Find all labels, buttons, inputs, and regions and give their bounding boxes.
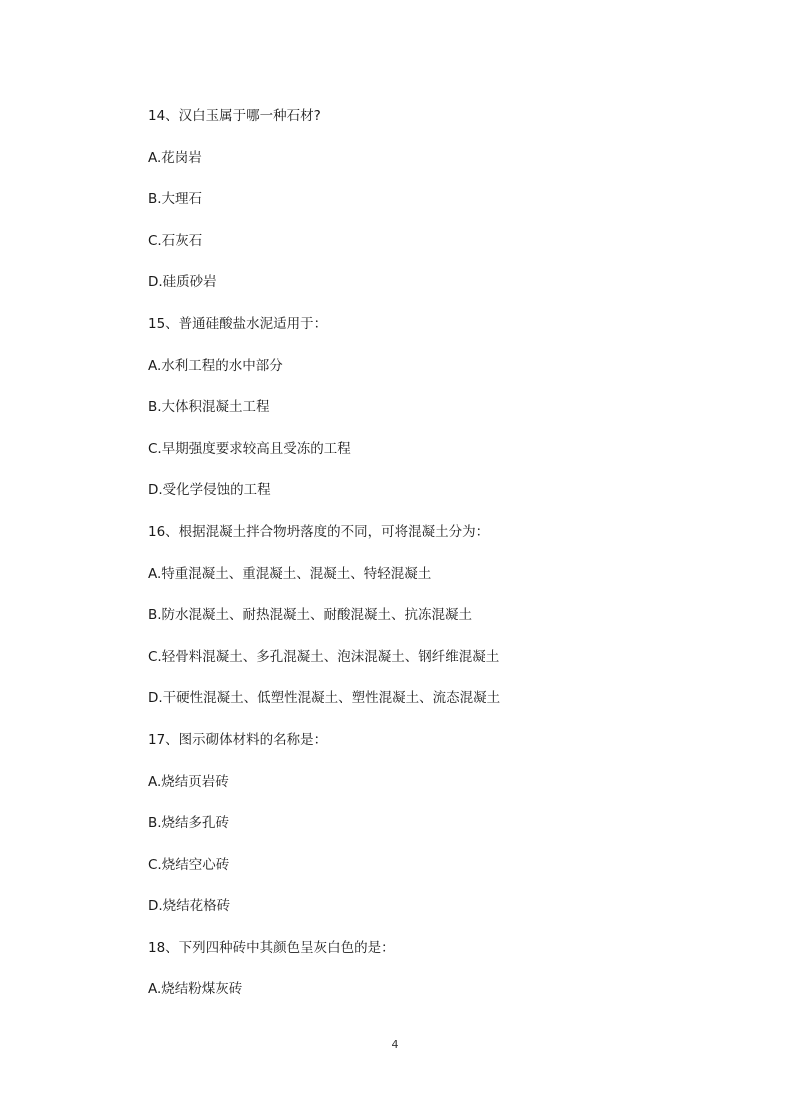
question-list xyxy=(148,106,708,1021)
question-stem: 18、下列四种砖中其颜色呈灰白色的是： xyxy=(148,939,395,956)
question-stem: 14、汉白玉属于哪一种石材? xyxy=(148,108,321,124)
option-a: A.水利工程的水中部分 xyxy=(148,357,283,374)
option-a: A.花岗岩 xyxy=(148,149,202,166)
option-a: A.烧结粉煤灰砖 xyxy=(148,981,243,998)
option-a: A.特重混凝土、重混凝土、混凝土、特轻混凝土 xyxy=(148,565,432,582)
option-c: C.石灰石 xyxy=(148,232,203,249)
option-c: C.早期强度要求较高且受冻的工程 xyxy=(148,440,351,457)
option-c: C.烧结空心砖 xyxy=(148,856,230,873)
option-c: C.轻骨料混凝土、多孔混凝土、泡沫混凝土、钢纤维混凝土 xyxy=(148,648,500,665)
option-d: D.硅质砂岩 xyxy=(148,274,217,291)
option-b: B.大体积混凝土工程 xyxy=(148,399,270,416)
option-a: A.烧结页岩砖 xyxy=(148,773,229,790)
option-b: B.大理石 xyxy=(148,191,203,208)
option-b: B.防水混凝土、耐热混凝土、耐酸混凝土、抗冻混凝土 xyxy=(148,607,473,624)
question-stem: 17、图示砌体材料的名称是： xyxy=(148,731,328,748)
page-number: 4 xyxy=(391,1038,399,1051)
option-d: D.干硬性混凝土、低塑性混凝土、塑性混凝土、流态混凝土 xyxy=(148,690,501,707)
question-stem: 16、根据混凝土拌合物坍落度的不同，可将混凝土分为： xyxy=(148,523,490,540)
question-stem: 15、普通硅酸盐水泥适用于： xyxy=(148,315,328,332)
option-d: D.受化学侵蚀的工程 xyxy=(148,482,271,499)
option-d: D.烧结花格砖 xyxy=(148,898,231,915)
option-b: B.烧结多孔砖 xyxy=(148,815,230,832)
